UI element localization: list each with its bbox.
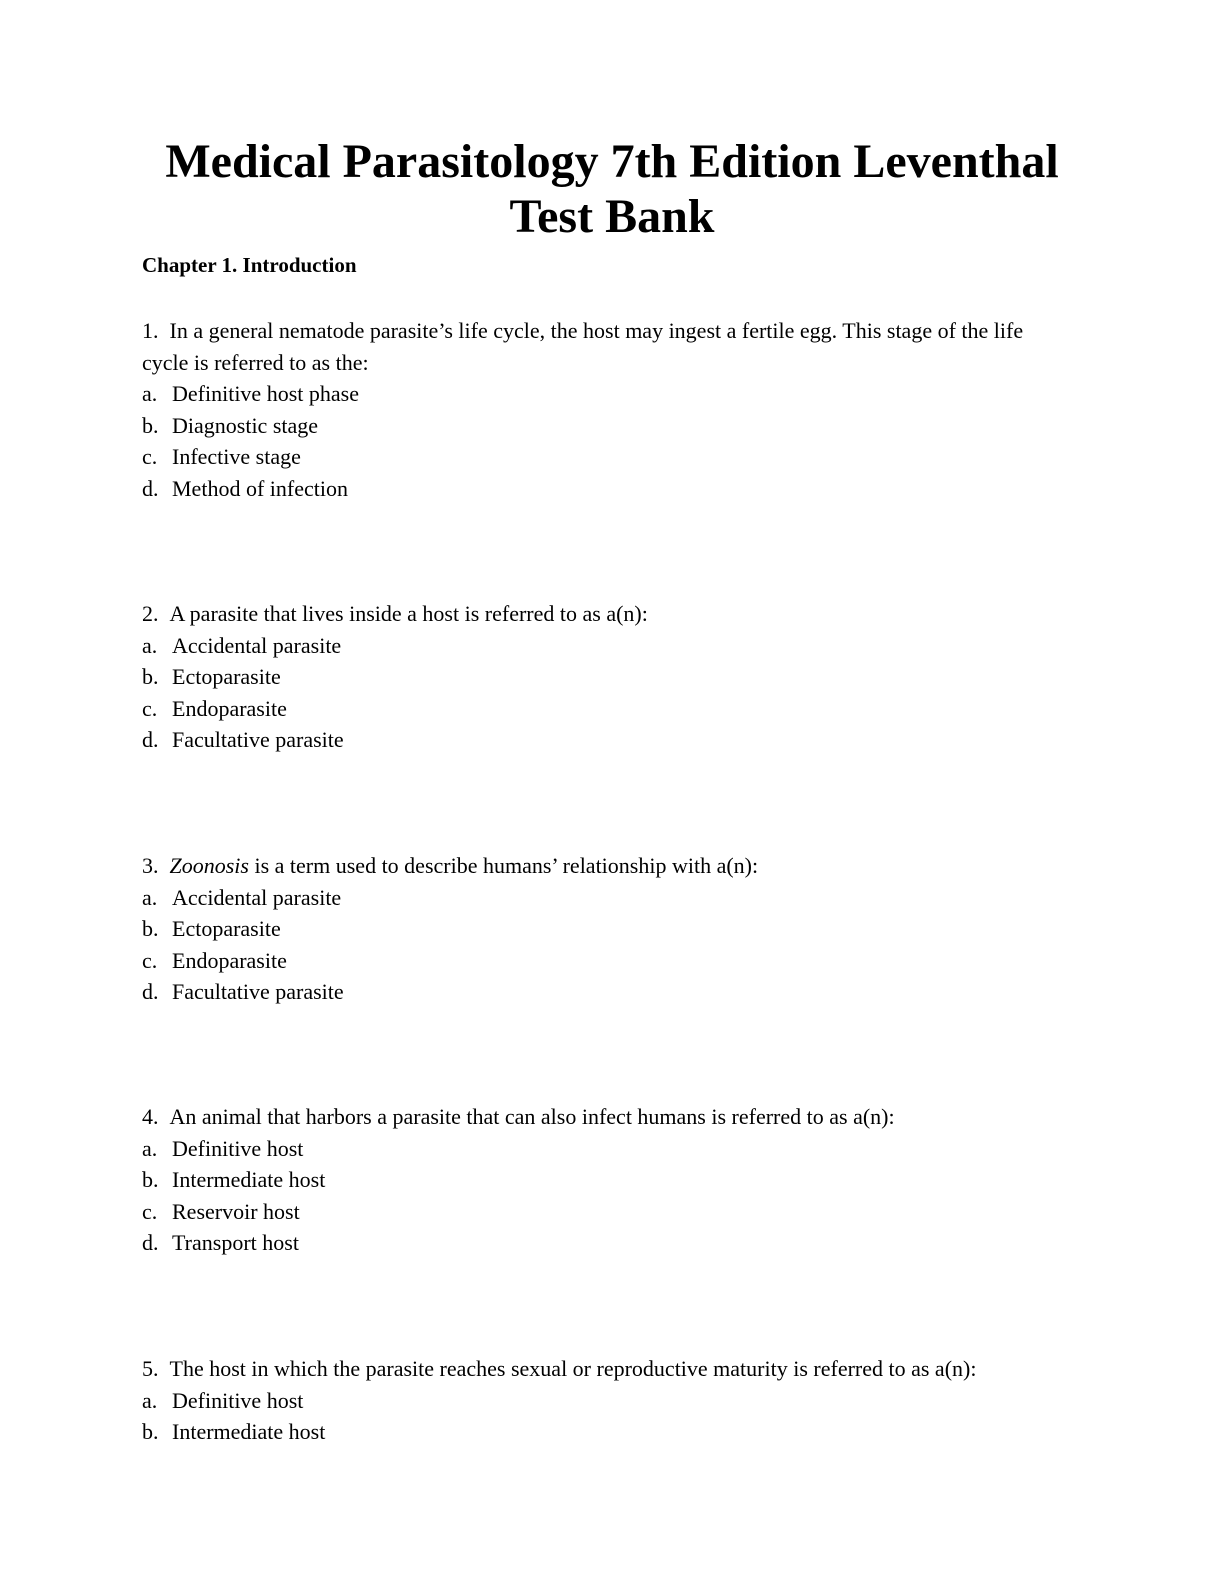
answer-option <box>142 1416 1067 1448</box>
answer-option <box>142 441 1067 473</box>
option-letter: a. <box>142 632 158 658</box>
answer-option <box>142 1385 1067 1417</box>
option-text: Endoparasite <box>172 695 287 721</box>
option-text: Infective stage <box>172 444 301 470</box>
answer-option <box>142 976 1067 1008</box>
question-text <box>142 850 1067 882</box>
option-text: Transport host <box>172 1230 299 1256</box>
option-text: Diagnostic stage <box>172 412 319 438</box>
option-text: Definitive host <box>172 1135 304 1161</box>
question-stem: is a term used to describe humans’ relationship with a(n): <box>248 853 759 878</box>
option-text: Facultative parasite <box>172 979 344 1005</box>
option-letter: d. <box>142 1230 159 1256</box>
option-text: Definitive host <box>172 1387 304 1413</box>
question-number: 5. <box>142 1356 159 1381</box>
answer-option <box>142 945 1067 977</box>
option-text: Method of infection <box>172 475 348 501</box>
answer-option <box>142 473 1067 505</box>
answer-option <box>142 1196 1067 1228</box>
document-title <box>0 134 1224 244</box>
question-text <box>142 1101 1067 1133</box>
option-letter: d. <box>142 475 159 501</box>
question-stem: In a general nematode parasite’s life cycle, the host may ingest a fertile egg. This stage of the life cycle is referred to as the: <box>142 318 1024 375</box>
answer-option <box>142 693 1067 725</box>
title-line-1: Medical Parasitology 7th Edition Leventhal <box>165 135 1059 188</box>
option-letter: b. <box>142 412 159 438</box>
question-1 <box>142 315 1067 505</box>
question-number: 4. <box>142 1104 159 1129</box>
option-text: Endoparasite <box>172 947 287 973</box>
option-letter: b. <box>142 664 159 690</box>
option-letter: b. <box>142 1419 159 1445</box>
question-text <box>142 598 1067 630</box>
answer-option <box>142 410 1067 442</box>
question-text <box>142 1353 1067 1385</box>
answer-option <box>142 378 1067 410</box>
option-letter: a. <box>142 381 158 407</box>
question-5 <box>142 1353 1067 1448</box>
question-stem: The host in which the parasite reaches sexual or reproductive maturity is referred to as a(n): <box>169 1356 977 1381</box>
question-number: 2. <box>142 601 159 626</box>
answer-option <box>142 724 1067 756</box>
option-text: Facultative parasite <box>172 727 344 753</box>
question-number: 1. <box>142 318 159 343</box>
option-letter: c. <box>142 1198 158 1224</box>
chapter-heading: Chapter 1. Introduction <box>142 253 357 277</box>
question-2 <box>142 598 1067 756</box>
answer-option <box>142 1133 1067 1165</box>
option-letter: d. <box>142 727 159 753</box>
answer-option <box>142 882 1067 914</box>
option-letter: a. <box>142 1387 158 1413</box>
question-term: Zoonosis <box>169 853 249 878</box>
option-letter: c. <box>142 947 158 973</box>
option-text: Ectoparasite <box>172 916 281 942</box>
question-stem: An animal that harbors a parasite that can also infect humans is referred to as a(n): <box>169 1104 895 1129</box>
option-letter: b. <box>142 916 159 942</box>
answer-option <box>142 1227 1067 1259</box>
answer-option <box>142 630 1067 662</box>
answer-option <box>142 913 1067 945</box>
option-text: Reservoir host <box>172 1198 300 1224</box>
question-text <box>142 315 1067 378</box>
option-letter: c. <box>142 444 158 470</box>
option-text: Intermediate host <box>172 1167 326 1193</box>
question-3 <box>142 850 1067 1008</box>
question-4 <box>142 1101 1067 1259</box>
option-text: Accidental parasite <box>172 632 342 658</box>
answer-option <box>142 661 1067 693</box>
option-text: Intermediate host <box>172 1419 326 1445</box>
question-stem: A parasite that lives inside a host is referred to as a(n): <box>169 601 648 626</box>
option-letter: a. <box>142 1135 158 1161</box>
option-letter: c. <box>142 695 158 721</box>
title-line-2: Test Bank <box>509 190 715 243</box>
option-letter: d. <box>142 979 159 1005</box>
option-text: Accidental parasite <box>172 884 342 910</box>
option-letter: a. <box>142 884 158 910</box>
option-text: Ectoparasite <box>172 664 281 690</box>
question-number: 3. <box>142 853 159 878</box>
option-letter: b. <box>142 1167 159 1193</box>
answer-option <box>142 1164 1067 1196</box>
option-text: Definitive host phase <box>172 381 359 407</box>
